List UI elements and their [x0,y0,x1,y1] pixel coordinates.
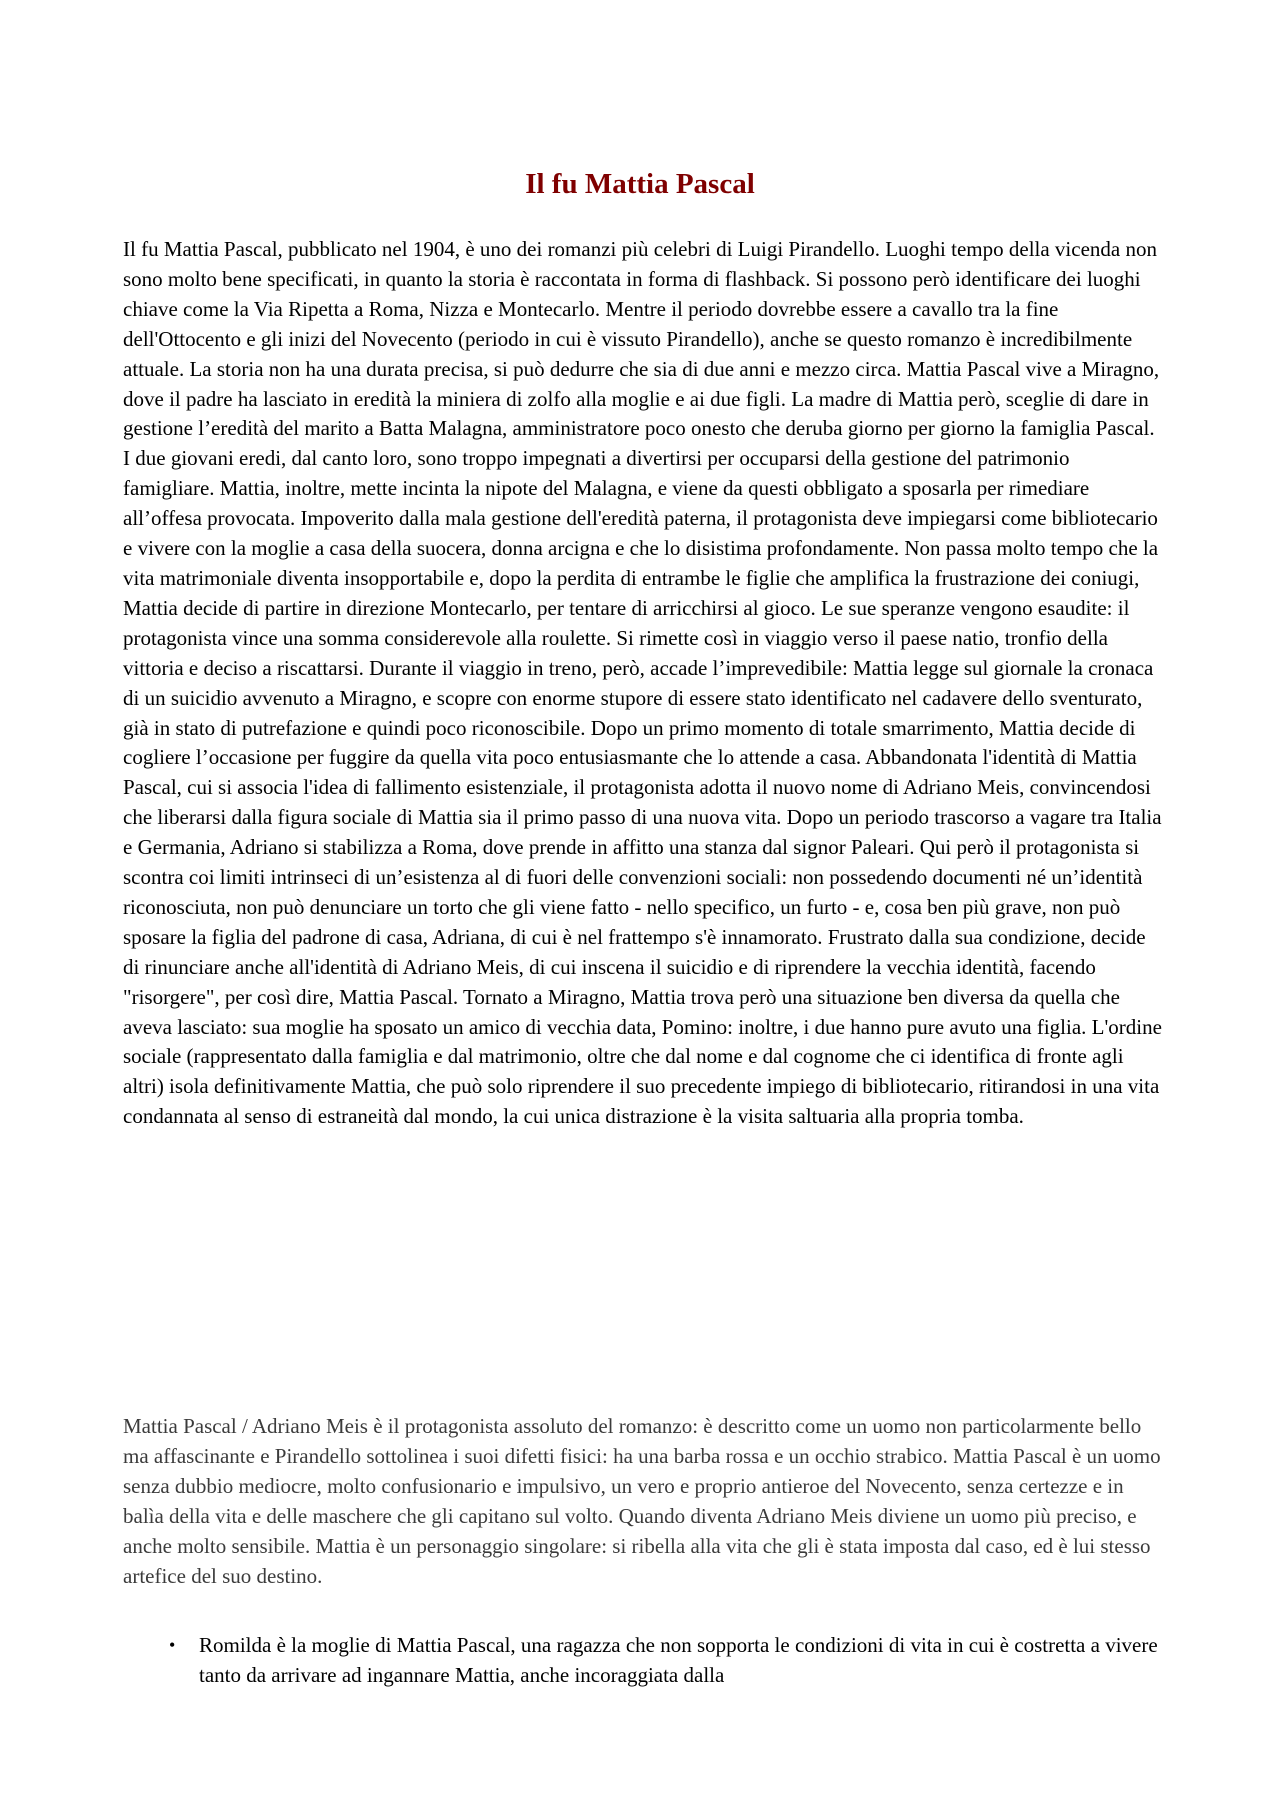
protagonist-description-paragraph: Mattia Pascal / Adriano Meis è il protagonista assoluto del romanzo: è descritto come un uomo non particolarmente bello ma affascinante e Pirandello sottolinea i suoi difetti fisici: ha una barba rossa e un occhio strabico. Mattia Pascal è un uomo senza dubbio mediocre, molto confusionario e impulsivo, un vero e proprio antieroe del Novecento, senza certezze e in balìa della vita e delle maschere che gli capitano sul volto. Quando diventa Adriano Meis diviene un uomo più preciso, e anche molto sensibile. Mattia è un personaggio singolare: si ribella alla vita che gli è stata imposta dal caso, ed è lui stesso artefice del suo destino. [123,1414,1161,1588]
document-title: Il fu Mattia Pascal [525,168,755,200]
bullet-marker: • [169,1635,176,1655]
list-item [123,1631,1165,1691]
character-list [123,1631,1165,1691]
list-item-text: Romilda è la moglie di Mattia Pascal, una ragazza che non sopporta le condizioni di vita in cui è costretta a vivere tanto da arrivare ad ingannare Mattia, anche incoraggiata dalla [199,1633,1158,1687]
plot-summary-paragraph: Il fu Mattia Pascal, pubblicato nel 1904, è uno dei romanzi più celebri di Luigi Pirandello. Luoghi tempo della vicenda non sono molto bene specificati, in quanto la storia è raccontata in forma di flashback. Si possono però identificare dei luoghi chiave come la Via Ripetta a Roma, Nizza e Montecarlo. Mentre il periodo dovrebbe essere a cavallo tra la fine dell'Ottocento e gli inizi del Novecento (periodo in cui è vissuto Pirandello), anche se questo romanzo è incredibilmente attuale. La storia non ha una durata precisa, si può dedurre che sia di due anni e mezzo circa. Mattia Pascal vive a Miragno, dove il padre ha lasciato in eredità la miniera di zolfo alla moglie e ai due figli. La madre di Mattia però, sceglie di dare in gestione l’eredità del marito a Batta Malagna, amministratore poco onesto che deruba giorno per giorno la famiglia Pascal. I due giovani eredi, dal canto loro, sono troppo impegnati a divertirsi per occuparsi della gestione del patrimonio famigliare. Mattia, inoltre, mette incinta la nipote del Malagna, e viene da questi obbligato a sposarla per rimediare all’offesa provocata. Impoverito dalla mala gestione dell'eredità paterna, il protagonista deve impiegarsi come bibliotecario e vivere con la moglie a casa della suocera, donna arcigna e che lo disistima profondamente. Non passa molto tempo che la vita matrimoniale diventa insopportabile e, dopo la perdita di entrambe le figlie che amplifica la frustrazione dei coniugi, Mattia decide di partire in direzione Montecarlo, per tentare di arricchirsi al gioco. Le sue speranze vengono esaudite: il protagonista vince una somma considerevole alla roulette. Si rimette così in viaggio verso il paese natio, tronfio della vittoria e deciso a riscattarsi. Durante il viaggio in treno, però, accade l’imprevedibile: Mattia legge sul giornale la cronaca di un suicidio avvenuto a Miragno, e scopre con enorme stupore di essere stato identificato nel cadavere dello sventurato, già in stato di putrefazione e quindi poco riconoscibile. Dopo un primo momento di totale smarrimento, Mattia decide di cogliere l’occasione per fuggire da quella vita poco entusiasmante che lo attende a casa. Abbandonata l'identità di Mattia Pascal, cui si associa l'idea di fallimento esistenziale, il protagonista adotta il nuovo nome di Adriano Meis, convincendosi che liberarsi dalla figura sociale di Mattia sia il primo passo di una nuova vita. Dopo un periodo trascorso a vagare tra Italia e Germania, Adriano si stabilizza a Roma, dove prende in affitto una stanza dal signor Paleari. Qui però il protagonista si scontra coi limiti intrinseci di un’esistenza al di fuori delle convenzioni sociali: non possedendo documenti né un’identità riconosciuta, non può denunciare un torto che gli viene fatto - nello specifico, un furto - e, cosa ben più grave, non può sposare la figlia del padrone di casa, Adriana, di cui è nel frattempo s'è innamorato. Frustrato dalla sua condizione, decide di rinunciare anche all'identità di Adriano Meis, di cui inscena il suicidio e di riprendere la vecchia identità, facendo "risorgere", per così dire, Mattia Pascal. Tornato a Miragno, Mattia trova però una situazione ben diversa da quella che aveva lasciato: sua moglie ha sposato un amico di vecchia data, Pomino: inoltre, i due hanno pure avuto una figlia. L'ordine sociale (rappresentato dalla famiglia e dal matrimonio, oltre che dal nome e dal cognome che ci identifica di fronte agli altri) isola definitivamente Mattia, che può solo riprendere il suo precedente impiego di bibliotecario, ritirandosi in una vita condannata al senso di estraneità dal mondo, la cui unica distrazione è la visita saltuaria alla propria tomba. [123,237,1162,1129]
